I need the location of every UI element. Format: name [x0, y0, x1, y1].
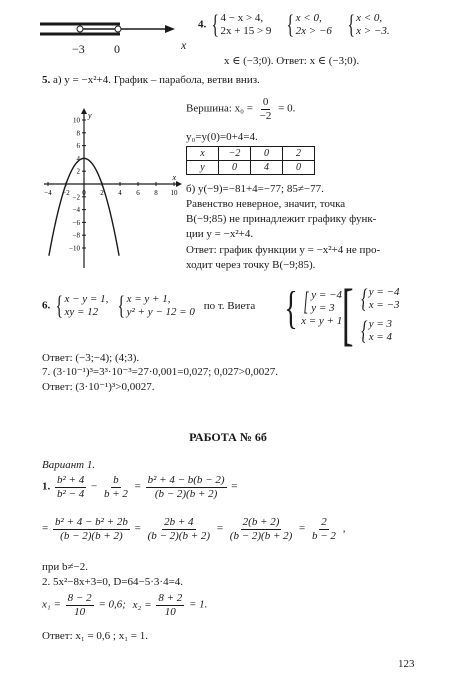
system-d-1-line-2: x = −3 [368, 299, 400, 311]
x-tick-label: −4 [44, 189, 52, 197]
x1-denominator: 10 [74, 605, 86, 618]
y-tick-label: 8 [76, 129, 80, 138]
roots-line [42, 592, 207, 618]
system-b: { x = y + 1, y² + y − 12 = 0 [117, 291, 195, 320]
tick-label-a: −3 [72, 42, 85, 56]
table-row-y [187, 161, 315, 175]
axis-arrow [165, 25, 175, 33]
fraction-7-denominator: b − 2 [312, 529, 336, 542]
variant-label: Вариант 1. [42, 459, 96, 471]
work-title: РАБОТА № 6б [189, 430, 267, 444]
y-tick-label: −8 [72, 231, 80, 240]
system-c-inner: [ y = −4 y = 3 [303, 286, 342, 316]
system-1: { 4 − x > 4, 2x + 15 > 9 [211, 10, 272, 39]
x-axis-arrow [176, 181, 182, 187]
fraction-3-numerator: b² + 4 − b(b − 2) [147, 474, 225, 486]
y-tick-label: 2 [76, 167, 80, 176]
system-d-1: { y = −4 x = −3 [361, 284, 400, 313]
system-2-line-2: 2x > −6 [295, 25, 332, 37]
x-tick-label: −2 [62, 189, 70, 197]
x-tick-label: 10 [170, 189, 178, 197]
fraction-6-denominator: (b − 2)(b + 2) [229, 529, 293, 542]
tick-label-b: 0 [114, 42, 120, 56]
problem-4-line [198, 12, 390, 38]
open-point-a [77, 26, 83, 32]
x-tick-label: 6 [136, 189, 140, 197]
problem-4-answer: x ∈ (−3;0). Ответ: x ∈ (−3;0). [224, 55, 360, 67]
problem-7-line-2: Ответ: (3·10⁻¹)³>0,0027. [42, 381, 155, 393]
fraction-4-numerator: b² + 4 − b² + 2b [54, 516, 128, 528]
problem-6-number: 6. [42, 299, 51, 312]
vertex-label: Вершина: x₀ = [186, 102, 253, 115]
system-d-2: { y = 3 x = 4 [361, 316, 393, 345]
x1-numerator: 8 − 2 [67, 592, 92, 604]
x2-value: = 1. [189, 598, 208, 611]
y0-line: y₀=y(0)=0+4=4. [186, 131, 258, 143]
system-c: { [ y = −4 y = 3 x = y + 1 [284, 282, 343, 333]
question-2-answer: Ответ: x₁ = 0,6 ; x₁ = 1. [42, 630, 149, 642]
parabola-graph-svg [42, 108, 182, 270]
x2-denominator: 10 [164, 605, 176, 618]
vertex-tail: = 0. [278, 102, 296, 115]
fraction-5 [146, 516, 213, 542]
table-cell: 2 [283, 147, 315, 161]
x-tick-label: 2 [100, 189, 104, 197]
part-b-line-5: Ответ: график функции y = −x²+4 не про- [186, 244, 381, 256]
system-3-line-1: x < 0, [356, 12, 383, 25]
x-tick-label: 0 [82, 189, 86, 197]
system-b-line-1: x = y + 1, [126, 293, 171, 306]
problem-6-answer: Ответ: (−3;−4); (4;3). [42, 352, 140, 364]
fraction-3-denominator: (b − 2)(b + 2) [154, 487, 218, 500]
problem-5-text: а) y = −x²+4. График – парабола, ветви вниз. [50, 74, 260, 86]
system-1-line-1: 4 − x > 4, [220, 12, 264, 25]
parabola-graph [42, 108, 182, 270]
system-a-line-2: xy = 12 [64, 306, 99, 318]
question-2-line: 2. 5x²−8x+3=0, D=64−5·3·4=4. [42, 576, 184, 588]
x-tick-label: 4 [118, 189, 122, 197]
problem-6-line [42, 293, 255, 319]
system-b-line-2: y² + y − 12 = 0 [126, 306, 195, 318]
system-c-line-3: x = y + 1 [301, 314, 343, 327]
vertex-denominator: −2 [259, 109, 272, 122]
y-tick-label: 10 [73, 116, 80, 125]
x-tick-label: 8 [154, 189, 158, 197]
y-axis-arrow [81, 108, 87, 114]
problem-5-number: 5. [42, 74, 51, 86]
y-tick-label: −2 [72, 193, 80, 202]
fraction-6 [228, 516, 295, 542]
fraction-3 [146, 474, 227, 500]
system-a: { x − y = 1, xy = 12 [55, 291, 109, 320]
part-b-line-6: ходит через точку B(−9;85). [186, 259, 316, 271]
table-row-x [187, 147, 315, 161]
y-tick-label: −6 [72, 218, 80, 227]
condition-line: при b≠−2. [42, 561, 89, 573]
y-axis-label: y [88, 111, 92, 120]
fraction-2-numerator: b [113, 474, 119, 486]
x2-fraction [156, 592, 184, 618]
system-1-line-2: 2x + 15 > 9 [220, 25, 272, 37]
system-3-line-2: x > −3. [356, 25, 390, 37]
table-cell: 0 [219, 161, 251, 175]
fraction-4 [53, 516, 130, 542]
table-cell: x [187, 147, 219, 161]
x1-value: = 0,6; [98, 598, 126, 611]
fraction-1-denominator: b² − 4 [57, 487, 85, 500]
fraction-1 [55, 474, 86, 500]
vertex-line [186, 96, 295, 122]
page-number: 123 [398, 658, 415, 670]
values-table [186, 146, 315, 175]
table-cell: −2 [219, 147, 251, 161]
vieta-label: по т. Виета [203, 299, 256, 312]
system-3: { x < 0, x > −3. [347, 10, 390, 39]
vertex-numerator: 0 [262, 96, 269, 108]
table-cell: 0 [251, 147, 283, 161]
question-1-line-2: = $\frac{\text{b² + 4 − b² + 2b}}{(b - 2)(b + 2)}$ = $\frac{2b + 4}{(b - 2)(b + 2)}$ = $\frac{2(b + 2)}{(b - 2)(b + 2)}$ = $\frac{2}{b - 2}$ , [42, 516, 346, 542]
x-axis-label: x [172, 173, 176, 182]
axis-label-x: x [181, 38, 187, 52]
part-b-line-2: Равенство неверное, значит, точка [186, 198, 346, 210]
system-d-1-line-1: y = −4 [368, 286, 400, 299]
fraction-6-numerator: 2(b + 2) [242, 516, 280, 528]
y-tick-label: 6 [76, 142, 80, 151]
system-c-line-2: y = 3 [311, 301, 335, 314]
table-cell: 0 [283, 161, 315, 175]
x1-lhs: x₁ = [42, 598, 61, 611]
question-1-line-1: 1. $\frac{\text{b² + 4}}{\text{b² − 4}}$ − $\frac{b}{b + 2}$ = $\frac{\text{b² + 4 − b(b − 2)}}{(b - 2)(b + 2)}$ = [42, 474, 238, 500]
question-1-number: 1. [42, 480, 51, 493]
system-2-line-1: x < 0, [295, 12, 322, 25]
vertex-fraction [258, 96, 274, 122]
fraction-5-denominator: (b − 2)(b + 2) [147, 529, 211, 542]
fraction-1-numerator: b² + 4 [57, 474, 85, 486]
fraction-4-denominator: (b − 2)(b + 2) [60, 529, 123, 542]
x2-numerator: 8 + 2 [158, 592, 183, 604]
y-tick-label: −10 [69, 244, 80, 253]
x1-fraction [66, 592, 94, 618]
system-d: [ { y = −4 x = −3 { y = 3 x = 4 [341, 276, 400, 353]
problem-7-line-1: 7. (3·10⁻¹)³=3³·10⁻³=27·0,001=0,027; 0,027>0,0027. [42, 366, 278, 378]
x2-lhs: x₂ = [132, 598, 152, 611]
y-tick-label: 4 [76, 154, 80, 163]
fraction-5-numerator: 2b + 4 [164, 516, 194, 528]
part-b-line-1: б) y(−9)=−81+4=−77; 85≠−77. [186, 183, 324, 195]
problem-5-heading [42, 74, 260, 87]
open-point-b [115, 26, 121, 32]
system-c-line-1: y = −4 [311, 289, 342, 302]
system-2: { x < 0, 2x > −6 [286, 10, 332, 39]
fraction-7-numerator: 2 [321, 516, 327, 528]
fraction-2 [102, 474, 130, 500]
table-cell: 4 [251, 161, 283, 175]
system-d-2-line-2: x = 4 [368, 331, 393, 343]
system-d-2-line-1: y = 3 [368, 318, 393, 331]
part-b-line-4: ции y = −x²+4. [186, 228, 254, 240]
system-a-line-1: x − y = 1, [64, 293, 109, 306]
problem-4-number: 4. [198, 18, 207, 31]
y-tick-label: −4 [72, 206, 80, 215]
part-b-line-3: B(−9;85) не принадлежит графику функ- [186, 213, 377, 225]
fraction-2-denominator: b + 2 [103, 487, 128, 500]
table-cell: y [187, 161, 219, 175]
fraction-7 [310, 516, 338, 542]
